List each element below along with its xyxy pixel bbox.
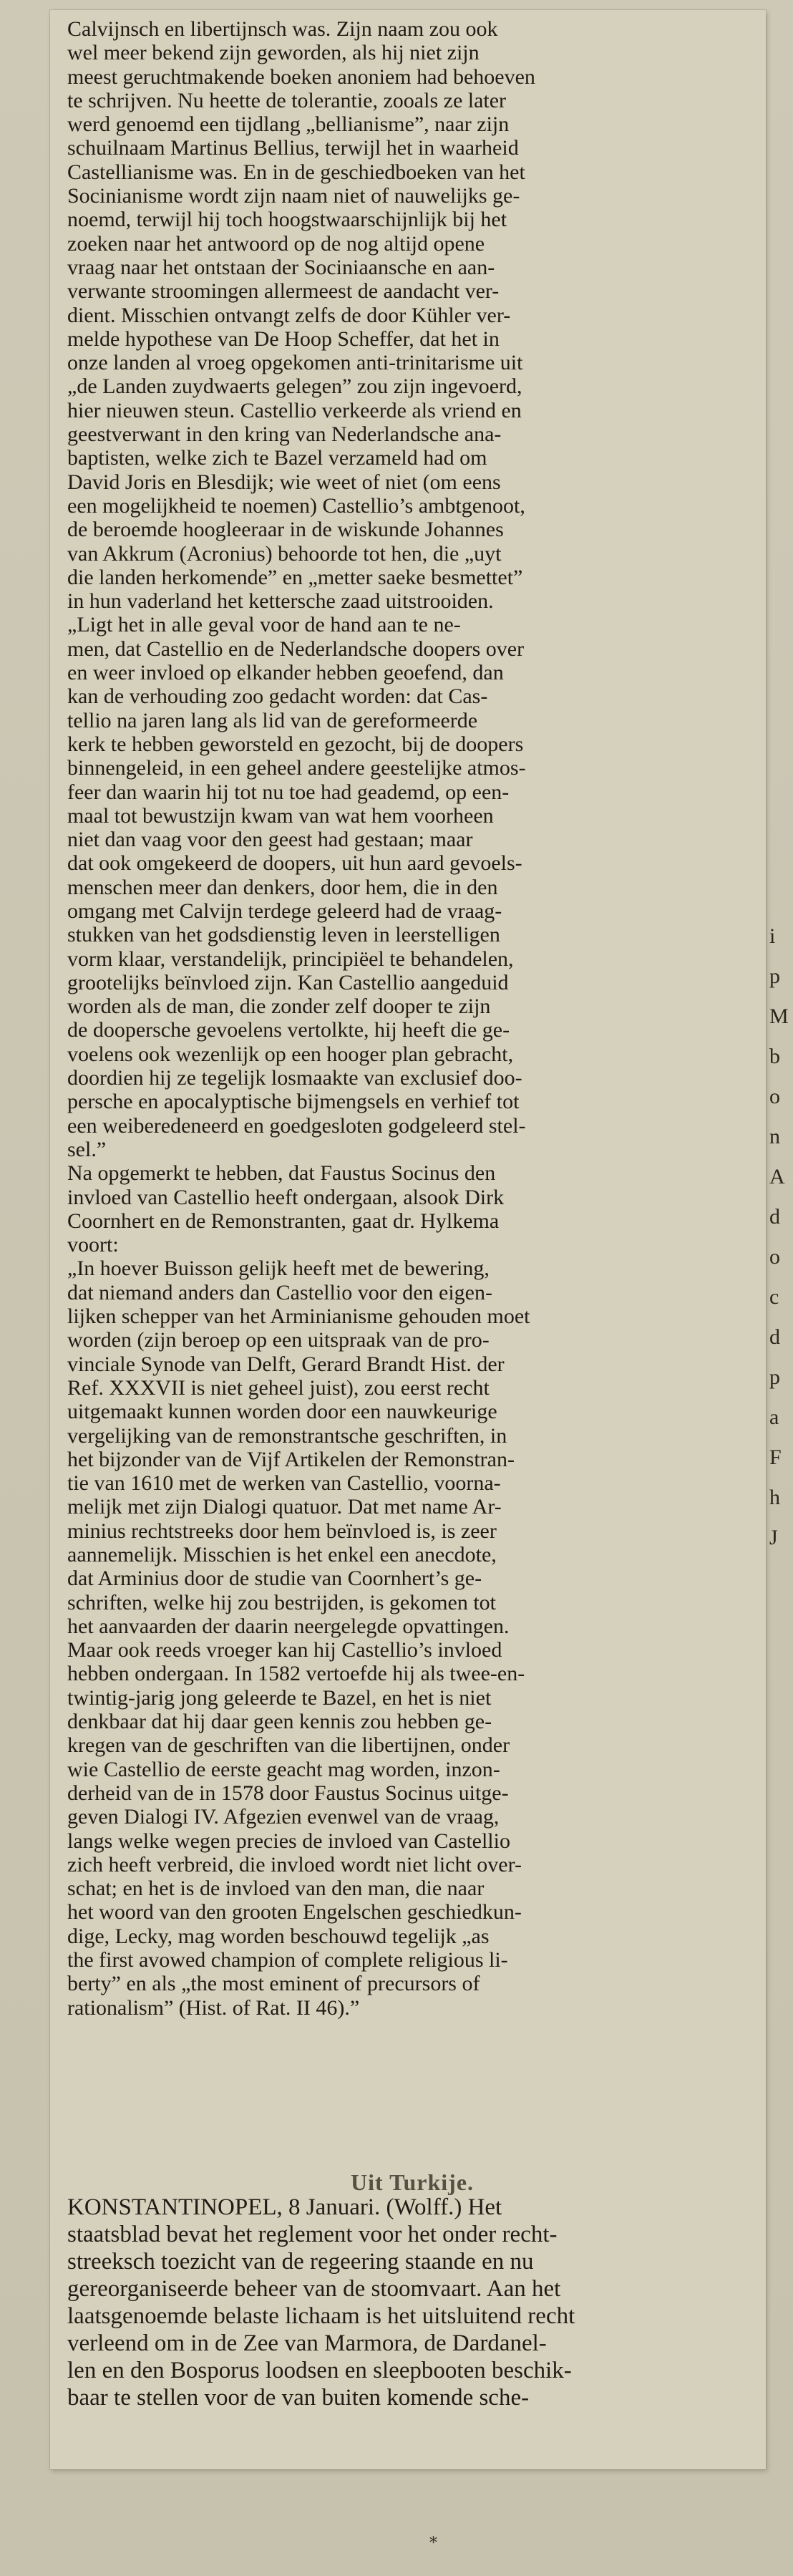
article-line: worden als de man, die zonder zelf dooper te zijn xyxy=(67,994,491,1019)
adjacent-column-edge xyxy=(769,916,791,1558)
article-line: het bijzonder van de Vijf Artikelen der Remonstran- xyxy=(67,1447,515,1471)
news-headline: Uit Turkije. xyxy=(351,2169,475,2195)
article-line: persche en apocalyptische bijmengsels en verhief tot xyxy=(67,1090,520,1114)
article-line: meest geruchtmakende boeken anoniem had behoeven xyxy=(67,64,535,89)
article-line: „de Landen zuydwaerts gelegen” zou zijn ingevoerd, xyxy=(67,374,522,399)
edge-char: F xyxy=(769,1446,782,1469)
article-line: dat ook omgekeerd de doopers, uit hun aard gevoels- xyxy=(67,851,522,876)
news-line: gereorganiseerde beheer van de stoomvaart. Aan het xyxy=(67,2276,561,2302)
article-line: zoeken naar het antwoord op de nog altijd opene xyxy=(67,231,485,256)
article-line: men, dat Castellio en de Nederlandsche doopers over xyxy=(67,636,525,661)
news-line: baar te stellen voor de van buiten komende sche- xyxy=(67,2385,530,2411)
article-line: wel meer bekend zijn geworden, als hij niet zijn xyxy=(67,41,480,65)
article-line: uitgemaakt kunnen worden door een nauwkeurige xyxy=(67,1400,497,1424)
article-line: rationalism” (Hist. of Rat. II 46).” xyxy=(67,1995,360,2020)
news-line: len en den Bosporus loodsen en sleepbooten beschik- xyxy=(67,2358,572,2383)
article-line: derheid van de in 1578 door Faustus Socinus uitge- xyxy=(67,1781,509,1805)
article-line: die landen herkomende” en „metter saeke besmettet” xyxy=(67,565,523,589)
article-line: en weer invloed op elkander hebben geoefend, dan xyxy=(67,661,504,685)
article-line: een mogelijkheid te noemen) Castellio’s ambtgenoot, xyxy=(67,493,525,518)
article-line: kregen van de geschriften van die libertijnen, onder xyxy=(67,1733,510,1758)
article-line: feer dan waarin hij tot nu toe had geademd, op een- xyxy=(67,780,510,804)
article-line: langs welke wegen precies de invloed van Castellio xyxy=(67,1829,510,1853)
article-line: van Akkrum (Acronius) behoorde tot hen, die „uyt xyxy=(67,541,502,566)
article-line: werd genoemd een tijdlang „bellianisme”, naar zijn xyxy=(67,112,510,137)
article-line: omgang met Calvijn terdege geleerd had de vraag- xyxy=(67,899,502,923)
article-line: Coornhert en de Remonstranten, gaat dr. Hylkema xyxy=(67,1209,500,1233)
article-column xyxy=(67,17,776,2020)
article-line: tie van 1610 met de werken van Castellio, voorna- xyxy=(67,1471,501,1496)
edge-char: h xyxy=(769,1486,780,1509)
article-line: binnengeleid, in een geheel andere geestelijke atmos- xyxy=(67,756,526,780)
article-line: de beroemde hoogleeraar in de wiskunde Johannes xyxy=(67,518,504,542)
newspaper-clipping xyxy=(50,10,766,2469)
edge-char: i xyxy=(769,924,776,948)
article-line: vraag naar het ontstaan der Sociniaansche en aan- xyxy=(67,255,495,279)
article-line: melde hypothese van De Hoop Scheffer, dat het in xyxy=(67,326,500,351)
article-line: denkbaar dat hij daar geen kennis zou hebben ge- xyxy=(67,1710,492,1734)
article-line: stukken van het godsdienstig leven in leerstelligen xyxy=(67,923,500,947)
edge-char: o xyxy=(769,1245,780,1269)
article-line: hebben ondergaan. In 1582 vertoefde hij als twee-en- xyxy=(67,1662,525,1686)
article-line: Na opgemerkt te hebben, dat Faustus Socinus den xyxy=(67,1161,496,1186)
edge-char: d xyxy=(769,1205,780,1229)
article-line: hier nieuwen steun. Castellio verkeerde als vriend en xyxy=(67,398,522,422)
article-line: Socinianisme wordt zijn naam niet of nauwelijks ge- xyxy=(67,184,520,208)
news-line: KONSTANTINOPEL, 8 Januari. (Wolff.) Het xyxy=(67,2194,502,2220)
article-line: wie Castellio de eerste geacht mag worden, inzon- xyxy=(67,1757,500,1781)
article-line: dient. Misschien ontvangt zelfs de door Kühler ver- xyxy=(67,303,511,327)
article-line: worden (zijn beroep op een uitspraak van de pro- xyxy=(67,1328,490,1352)
edge-char: M xyxy=(769,1004,789,1028)
article-line: aannemelijk. Misschien is het enkel een anecdote, xyxy=(67,1543,497,1567)
article-line: Castellianisme was. En in de geschiedboeken van het xyxy=(67,160,525,184)
article-line: geven Dialogi IV. Afgezien evenwel van de vraag, xyxy=(67,1805,500,1829)
article-line: grootelijks beïnvloed zijn. Kan Castellio aangeduid xyxy=(67,970,509,994)
article-line: onze landen al vroeg opgekomen anti-trinitarisme uit xyxy=(67,351,523,375)
edge-char: p xyxy=(769,1365,780,1389)
edge-char: A xyxy=(769,1165,785,1188)
article-line: vorm klaar, verstandelijk, principiëel te behandelen, xyxy=(67,946,514,971)
article-line: schuilnaam Martinus Bellius, terwijl het in waarheid xyxy=(67,136,519,160)
edge-char: a xyxy=(769,1405,779,1429)
article-line: berty” en als „the most eminent of precursors of xyxy=(67,1972,480,1996)
article-line: „In hoever Buisson gelijk heeft met de bewering, xyxy=(67,1256,490,1281)
article-line: sel.” xyxy=(67,1137,107,1161)
edge-char: p xyxy=(769,964,780,988)
article-line: een weiberedeneerd en goedgesloten godgeleerd stel- xyxy=(67,1113,526,1138)
article-line: invloed van Castellio heeft ondergaan, alsook Dirk xyxy=(67,1185,505,1209)
edge-char: J xyxy=(769,1526,778,1549)
article-line: Maar ook reeds vroeger kan hij Castellio’s invloed xyxy=(67,1638,502,1662)
edge-char: c xyxy=(769,1285,779,1309)
article-line: tellio na jaren lang als lid van de gereformeerde xyxy=(67,708,478,732)
article-line: vergelijking van de remonstrantsche geschriften, in xyxy=(67,1423,507,1448)
article-line: kan de verhouding zoo gedacht worden: dat Cas- xyxy=(67,684,488,709)
article-line: niet dan vaag voor den geest had gestaan; maar xyxy=(67,828,473,852)
news-line: laatsgenoemde belaste lichaam is het uitsluitend recht xyxy=(67,2303,575,2329)
article-line: schriften, welke hij zou bestrijden, is gekomen tot xyxy=(67,1590,497,1614)
article-line: voort: xyxy=(67,1233,119,1257)
article-line: in hun vaderland het kettersche zaad uitstrooiden. xyxy=(67,589,494,614)
article-line: David Joris en Blesdijk; wie weet of niet (om eens xyxy=(67,470,501,494)
article-line: het woord van den grooten Engelschen geschiedkun- xyxy=(67,1900,522,1924)
news-line: verleend om in de Zee van Marmora, de Dardanel- xyxy=(67,2330,547,2356)
article-line: dat Arminius door de studie van Coornhert’s ge- xyxy=(67,1567,482,1591)
article-line: kerk te hebben geworsteld en gezocht, bij de doopers xyxy=(67,732,524,756)
article-line: lijken schepper van het Arminianisme gehouden moet xyxy=(67,1304,530,1329)
article-line: voelens ook wezenlijk op een hooger plan gebracht, xyxy=(67,1042,514,1066)
article-line: maal tot bewustzijn kwam van wat hem voorheen xyxy=(67,803,494,828)
news-line: streeksch toezicht van de regeering staande en nu xyxy=(67,2249,534,2275)
article-line: minius rechtstreeks door hem beïnvloed is, is zeer xyxy=(67,1519,497,1543)
article-line: baptisten, welke zich te Bazel verzameld had om xyxy=(67,446,487,470)
article-line: noemd, terwijl hij toch hoogstwaarschijnlijk bij het xyxy=(67,208,507,232)
article-line: verwante stroomingen allermeest de aandacht ver- xyxy=(67,279,500,304)
article-line: twintig-jarig jong geleerde te Bazel, en het is niet xyxy=(67,1685,492,1710)
edge-char: o xyxy=(769,1085,780,1108)
article-line: Ref. XXXVII is niet geheel juist), zou eerst recht xyxy=(67,1375,490,1400)
article-line: het aanvaarden der daarin neergelegde opvattingen. xyxy=(67,1614,510,1638)
article-line: „Ligt het in alle geval voor de hand aan te ne- xyxy=(67,613,461,637)
article-line: doordien hij ze tegelijk losmaakte van exclusief doo- xyxy=(67,1066,522,1090)
article-line: schat; en het is de invloed van den man, die naar xyxy=(67,1877,485,1901)
article-line: zich heeft verbreid, die invloed wordt niet licht over- xyxy=(67,1852,522,1877)
footer-mark: * xyxy=(429,2534,437,2552)
news-line: staatsblad bevat het reglement voor het onder recht- xyxy=(67,2222,558,2247)
edge-char: d xyxy=(769,1325,780,1349)
article-line: geestverwant in den kring van Nederlandsche ana- xyxy=(67,422,502,447)
article-line: menschen meer dan denkers, door hem, die in den xyxy=(67,875,498,899)
article-line: de doopersche gevoelens vertolkte, hij heeft die ge- xyxy=(67,1018,510,1042)
article-line: te schrijven. Nu heette de tolerantie, zooals ze later xyxy=(67,88,507,112)
article-line: Calvijnsch en libertijnsch was. Zijn naam zou ook xyxy=(67,17,498,41)
article-line: melijk met zijn Dialogi quatuor. Dat met name Ar- xyxy=(67,1495,502,1519)
article-line: vinciale Synode van Delft, Gerard Brandt Hist. der xyxy=(67,1352,505,1376)
edge-char: b xyxy=(769,1045,780,1068)
article-line: the first avowed champion of complete religious li- xyxy=(67,1948,508,1972)
article-line: dige, Lecky, mag worden beschouwd tegelijk „as xyxy=(67,1924,490,1948)
news-item xyxy=(67,2194,790,2411)
article-line: dat niemand anders dan Castellio voor den eigen- xyxy=(67,1280,492,1304)
edge-char: n xyxy=(769,1125,780,1148)
